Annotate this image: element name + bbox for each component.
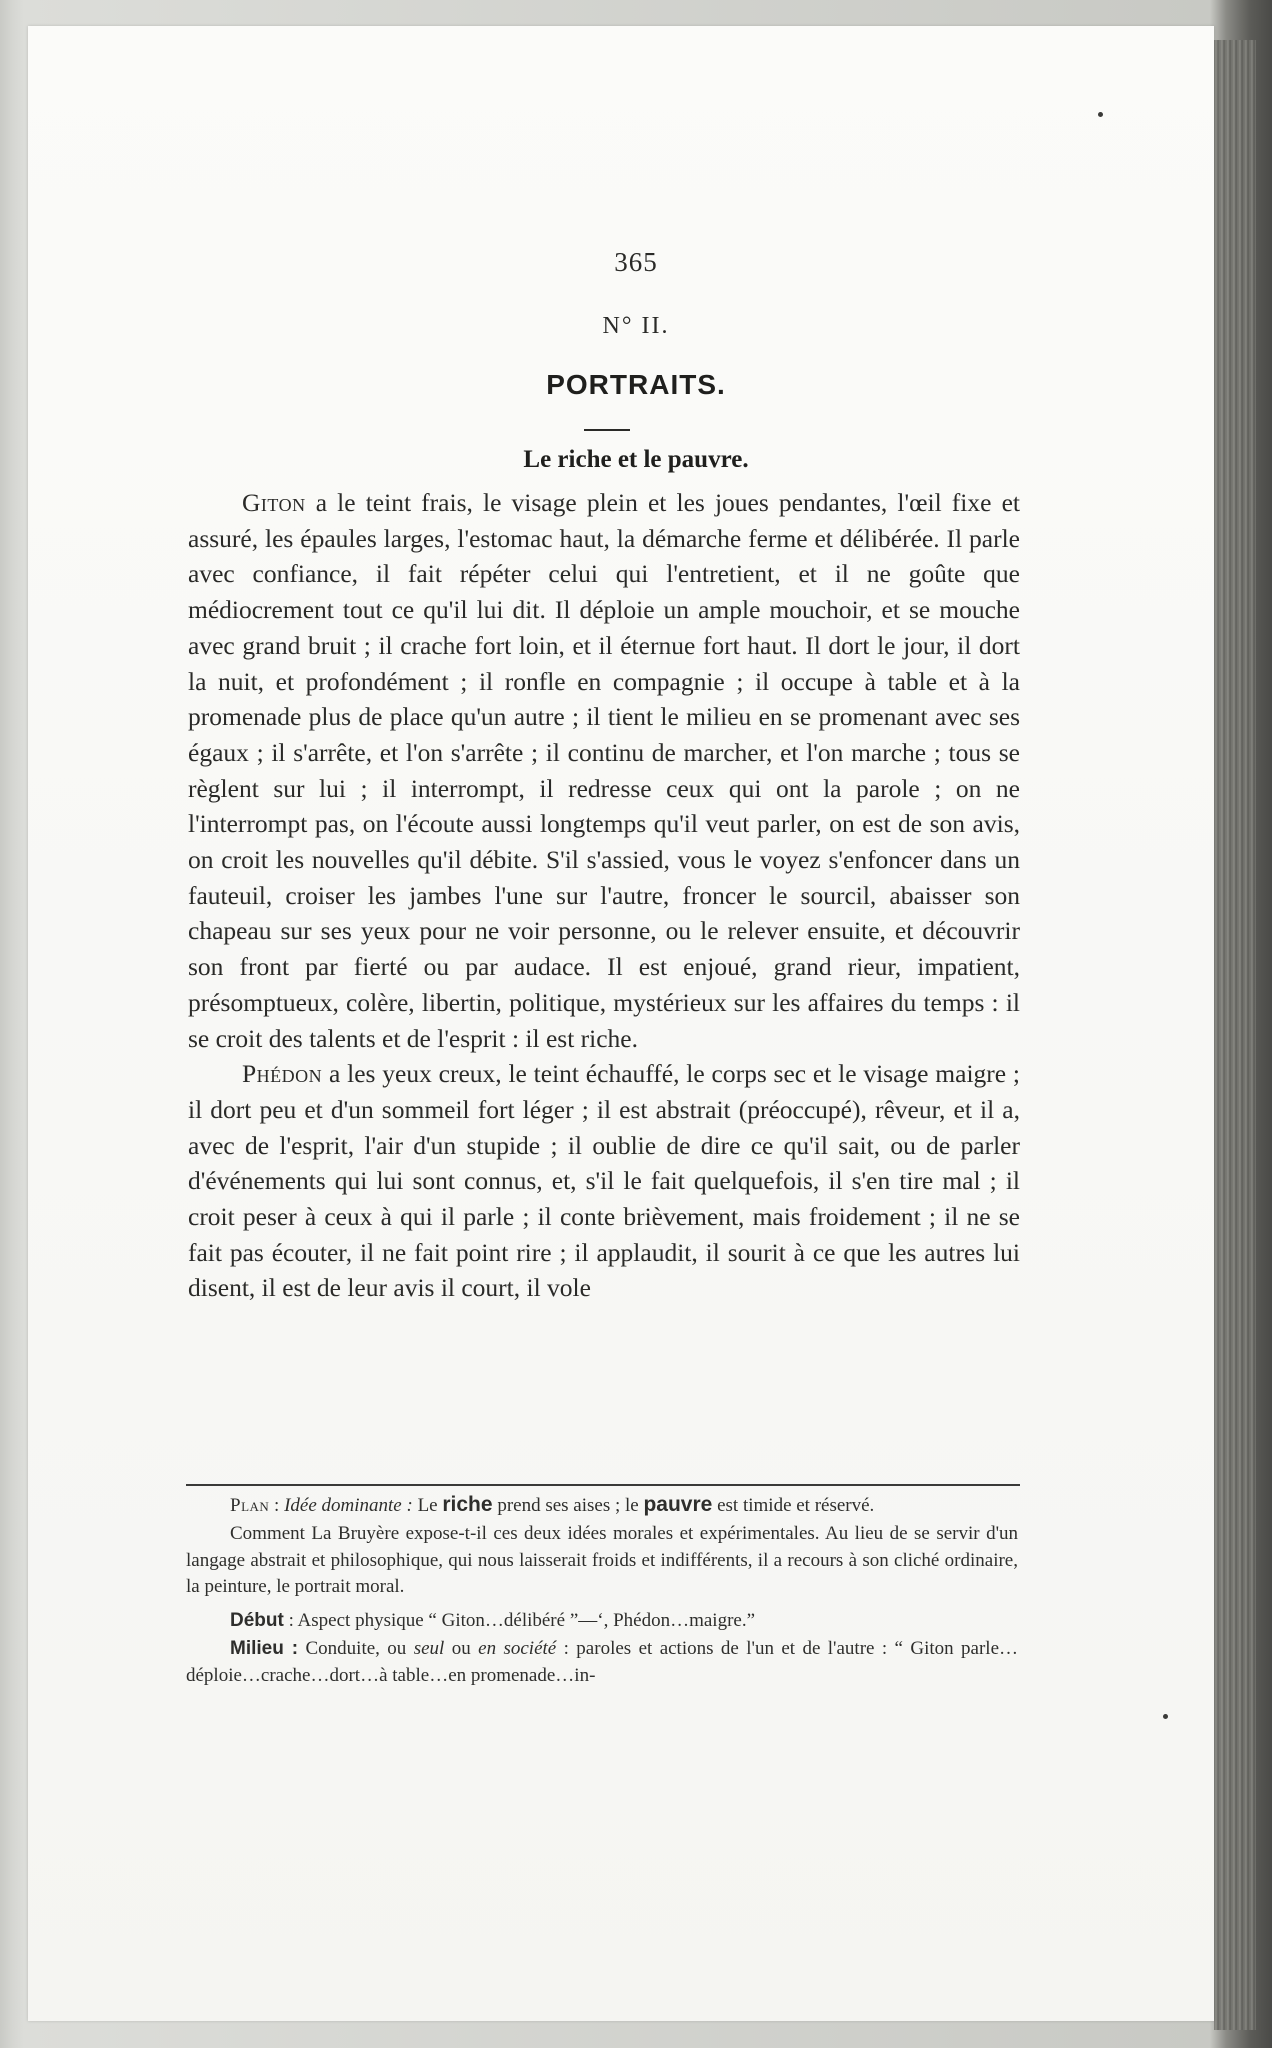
- note-plan: Plan : Idée dominante : Le riche prend ses aises ; le pauvre est timide et réservé.: [230, 1493, 875, 1516]
- section-title: PORTRAITS.: [546, 369, 726, 400]
- plan-label: Plan: [230, 1495, 270, 1516]
- note-milieu: Milieu : Conduite, ou seul ou en société : paroles et actions de l'un et de l'autre : “ Giton parle…déploie…crache…dort…à table…en promenade…in-: [186, 1638, 1019, 1686]
- plan-idea: Idée dominante :: [284, 1495, 413, 1516]
- paragraph-phedon-text: a les yeux creux, le teint échauffé, le corps sec et le visage maigre ; il dort peu et d'un sommeil fort léger ; il est abstrait (préoccupé), rêveur, et il a, avec de l'esprit, l'air d'un stupide ; il oublie de dire ce qu'il sait, ou de parler d'événements qui lui sont connus, et, s'il le fait quelquefois, il s'en tire mal ; il croit peser à ceux à qui il parle ; il conte brièvement, mais froidement ; il ne se fait pas écouter, il ne fait point rire ; il applaudit, il sourit à ce que les autres lui disent, il est de leur avis il court, il vole: [188, 1059, 1020, 1303]
- paragraph-phedon: [188, 1056, 1020, 1306]
- name-giton: Giton: [242, 488, 306, 517]
- note-comment: Comment La Bruyère expose-t-il ces deux idées morales et expérimentales. Au lieu de se servir d'un langage abstrait et philosophique, qui nous laisserait froids et indifférents, il a recours à son cliché ordinaire, la peinture, le portrait moral.: [186, 1523, 1018, 1597]
- page-number: 365: [614, 247, 658, 277]
- ink-speck: [1163, 1714, 1168, 1719]
- keyword-pauvre: pauvre: [643, 1493, 713, 1516]
- note-debut: Début : Aspect physique “ Giton…délibéré ”—‘, Phédon…maigre.”: [230, 1610, 756, 1632]
- paragraph-giton: [188, 485, 1020, 1056]
- milieu-label: Milieu :: [230, 1638, 299, 1660]
- keyword-riche: riche: [442, 1493, 493, 1516]
- title-divider: [584, 429, 630, 431]
- footnote-divider: [186, 1484, 1020, 1486]
- debut-label: Début: [230, 1610, 284, 1632]
- paragraph-giton-text: a le teint frais, le visage plein et les joues pendantes, l'œil fixe et assuré, les épaules larges, l'estomac haut, la démarche ferme et délibérée. Il parle avec confiance, il fait répéter celui qui l'entretient, et il ne goûte que médiocrement tout ce qu'il lui dit. Il déploie un ample mouchoir, et se mouche avec grand bruit ; il crache fort loin, et il éternue fort haut. Il dort le jour, il dort la nuit, et profondément ; il ronfle en compagnie ; il occupe à table et à la promenade plus de place qu'un autre ; il tient le milieu en se promenant avec ses égaux ; il s'arrête, et l'on s'arrête ; il continu de marcher, et l'on marche ; tous se règlent sur lui ; il interrompt, il redresse ceux qui ont la parole ; on ne l'interrompt pas, on l'écoute aussi longtemps qu'il veut parler, on est de son avis, on croit les nouvelles qu'il débite. S'il s'assied, vous le voyez s'enfoncer dans un fauteuil, croiser les jambes l'une sur l'autre, froncer le sourcil, abaisser son chapeau sur ses yeux pour ne voir personne, ou le relever ensuite, et découvrir son front par fierté ou par audace. Il est enjoué, grand rieur, impatient, présomptueux, colère, libertin, politique, mystérieux sur les affaires du temps : il se croit des talents et de l'esprit : il est riche.: [188, 488, 1020, 1053]
- main-text: [188, 485, 1020, 1306]
- section-number: N° II.: [602, 313, 670, 339]
- ink-speck: [1098, 112, 1103, 117]
- name-phedon: Phédon: [242, 1059, 323, 1089]
- subtitle: Le riche et le pauvre.: [523, 446, 749, 473]
- footnotes: [186, 1492, 1018, 1691]
